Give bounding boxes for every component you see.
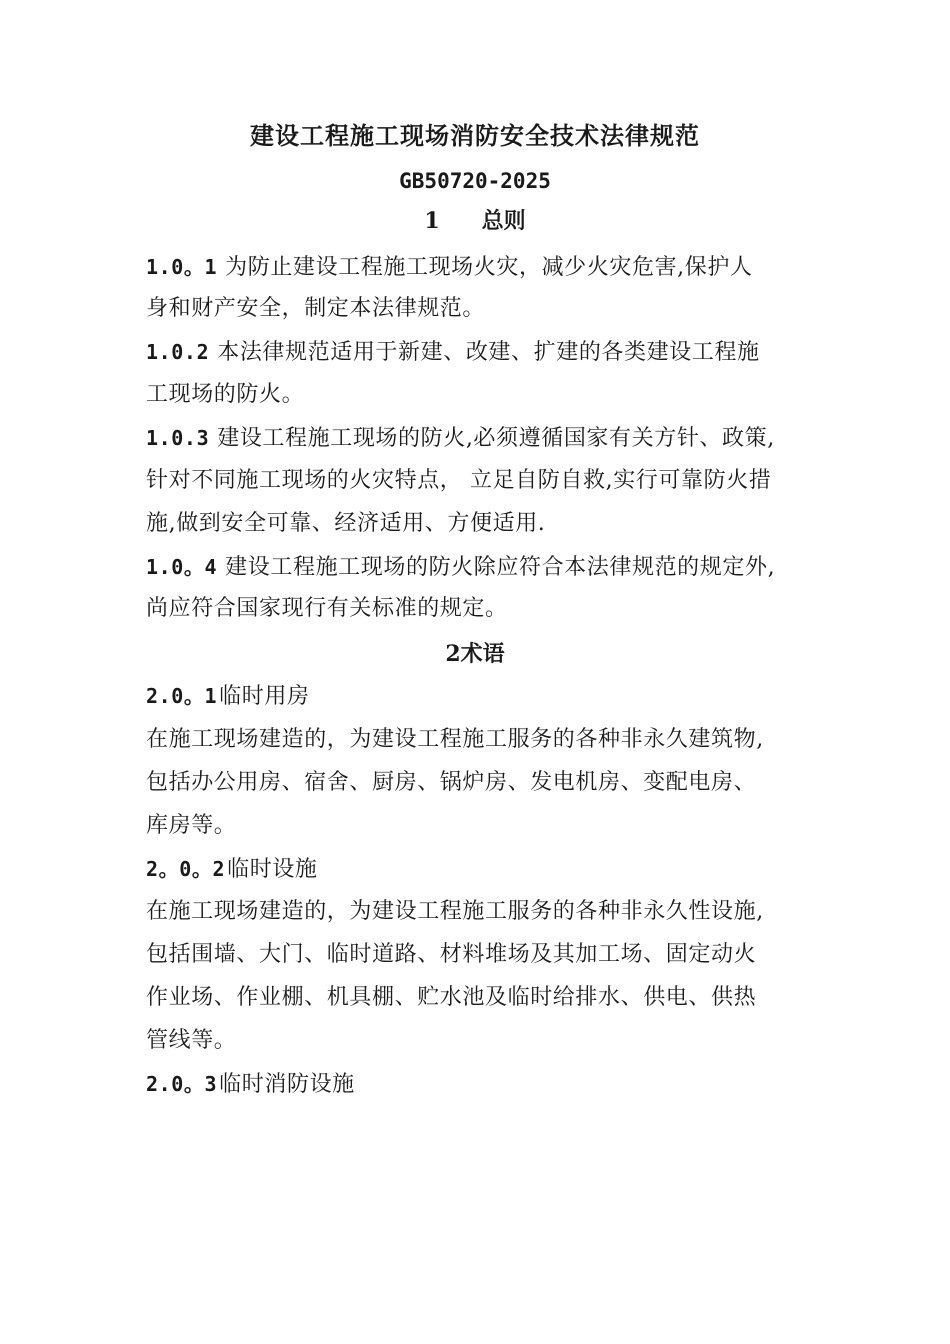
- clause-1-0-2-line-2: 工现场的防火。: [146, 382, 305, 407]
- clause-number: 1.0.3: [146, 426, 210, 450]
- chapter-2-heading: 2术语: [445, 641, 505, 667]
- term-name: 临时设施: [227, 857, 318, 882]
- chapter-1-heading: [0, 203, 950, 239]
- clause-text: 建设工程施工现场的防火除应符合本法律规范的规定外,: [225, 555, 776, 580]
- clause-1-0-3-line-3: 施,做到安全可靠、经济适用、方便适用.: [146, 511, 546, 536]
- chapter-title: 总则: [481, 208, 526, 234]
- term-number: 2.0。3: [146, 1072, 218, 1096]
- clause-text: 建设工程施工现场的防火,必须遵循国家有关方针、政策,: [217, 426, 775, 451]
- clause-text: 为防止建设工程施工现场火灾，减少火灾危害,保护人: [225, 255, 753, 280]
- term-name: 临时用房: [219, 684, 310, 709]
- term-2-0-3-heading: [146, 1066, 826, 1103]
- term-number: 2。0。2: [146, 857, 226, 881]
- clause-number: 1.0。1: [146, 255, 218, 279]
- term-2-0-1-line-3: 库房等。: [146, 813, 237, 838]
- document-title: 建设工程施工现场消防安全技术法律规范: [250, 121, 700, 150]
- clause-number: 1.0.2: [146, 340, 210, 364]
- term-2-0-2-line-3: 作业场、作业棚、机具棚、贮水池及临时给排水、供电、供热: [146, 985, 757, 1010]
- term-2-0-1-line-2: 包括办公用房、宿舍、厨房、锅炉房、发电机房、变配电房、: [146, 770, 757, 795]
- term-name: 临时消防设施: [219, 1072, 355, 1097]
- clause-1-0-1-line-1: [146, 249, 826, 286]
- term-2-0-1-heading: [146, 678, 826, 715]
- clause-1-0-1-line-2: 身和财产安全，制定本法律规范。: [146, 296, 486, 321]
- clause-text: 本法律规范适用于新建、改建、扩建的各类建设工程施: [217, 340, 760, 365]
- chapter-number: 1: [424, 208, 440, 234]
- term-2-0-2-line-4: 管线等。: [146, 1028, 237, 1053]
- term-number: 2.0。1: [146, 684, 218, 708]
- clause-1-0-3-line-2: 针对不同施工现场的火灾特点， 立足自防自救,实行可靠防火措: [146, 468, 772, 493]
- term-2-0-1-line-1: 在施工现场建造的，为建设工程施工服务的各种非永久建筑物,: [146, 727, 764, 752]
- clause-number: 1.0。4: [146, 555, 218, 579]
- clause-1-0-4-line-2: 尚应符合国家现行有关标准的规定。: [146, 596, 508, 621]
- term-2-0-2-line-2: 包括围墙、大门、临时道路、材料堆场及其加工场、固定动火: [146, 942, 757, 967]
- term-2-0-2-heading: [146, 851, 826, 888]
- clause-1-0-2-line-1: [146, 334, 826, 371]
- clause-1-0-4-line-1: [146, 549, 826, 586]
- clause-1-0-3-line-1: [146, 420, 826, 457]
- term-2-0-2-line-1: 在施工现场建造的，为建设工程施工服务的各种非永久性设施,: [146, 899, 764, 924]
- standard-code: GB50720-2025: [399, 169, 551, 193]
